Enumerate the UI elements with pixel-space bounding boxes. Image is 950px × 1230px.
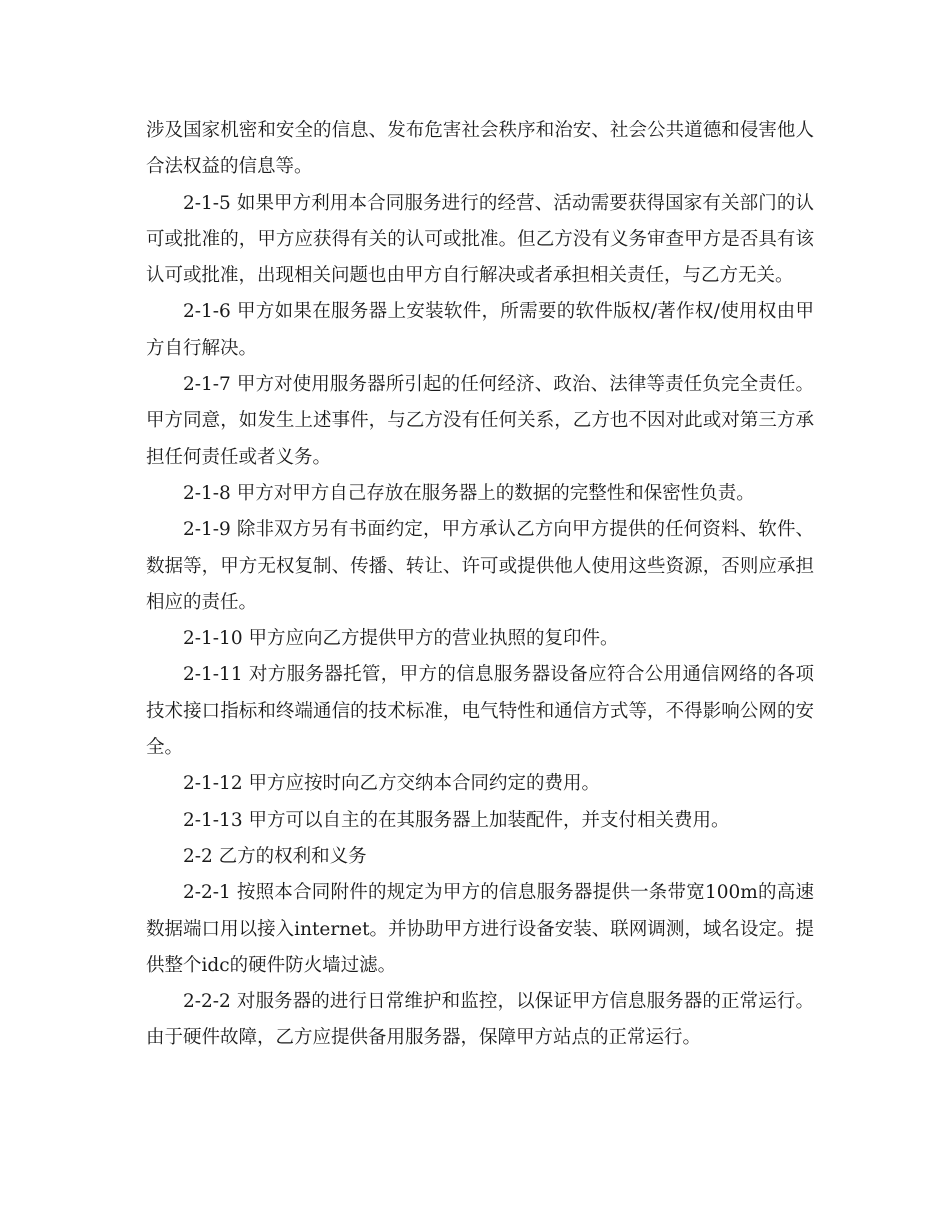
section-heading-2-2: 2-2 乙方的权利和义务 <box>183 845 367 867</box>
clause-2-1-11: 2-1-11 对方服务器托管，甲方的信息服务器设备应符合公用通信网络的各项技术接口指标和终端通信的技术标准，电气特性和通信方式等，不得影响公网的安全。 <box>146 664 814 759</box>
clause-2-1-12: 2-1-12 甲方应按时向乙方交纳本合同约定的费用。 <box>183 773 600 795</box>
clause-2-1-10: 2-1-10 甲方应向乙方提供甲方的营业执照的复印件。 <box>183 628 619 650</box>
clause-2-1-8: 2-1-8 甲方对甲方自己存放在服务器上的数据的完整性和保密性负责。 <box>183 482 755 504</box>
clause-2-1-6: 2-1-6 甲方如果在服务器上安装软件，所需要的软件版权/著作权/使用权由甲方自行解决。 <box>146 301 814 359</box>
clause-2-1-9: 2-1-9 除非双方另有书面约定，甲方承认乙方向甲方提供的任何资料、软件、数据等，甲方无权复制、传播、转让、许可或提供他人使用这些资源，否则应承担相应的责任。 <box>146 519 814 613</box>
clause-2-2-2: 2-2-2 对服务器的进行日常维护和监控，以保证甲方信息服务器的正常运行。由于硬件故障，乙方应提供备用服务器，保障甲方站点的正常运行。 <box>146 991 814 1049</box>
paragraph-continued: 涉及国家机密和安全的信息、发布危害社会秩序和治安、社会公共道德和侵害他人合法权益的信息等。 <box>146 120 814 178</box>
clause-2-2-1: 2-2-1 按照本合同附件的规定为甲方的信息服务器提供一条带宽100m的高速数据端口用以接入internet。并协助甲方进行设备安装、联网调测，域名设定。提供整个idc的硬件防火墙过滤。 <box>146 882 814 976</box>
document-body <box>146 113 814 1057</box>
clause-2-1-13: 2-1-13 甲方可以自主的在其服务器上加装配件，并支付相关费用。 <box>183 809 730 831</box>
clause-2-1-5: 2-1-5 如果甲方利用本合同服务进行的经营、活动需要获得国家有关部门的认可或批准的，甲方应获得有关的认可或批准。但乙方没有义务审查甲方是否具有该认可或批准，出现相关问题也由甲方自行解决或者承担相关责任，与乙方无关。 <box>146 192 814 287</box>
clause-2-1-7: 2-1-7 甲方对使用服务器所引起的任何经济、政治、法律等责任负完全责任。甲方同意，如发生上述事件，与乙方没有任何关系，乙方也不因对此或对第三方承担任何责任或者义务。 <box>146 374 814 468</box>
